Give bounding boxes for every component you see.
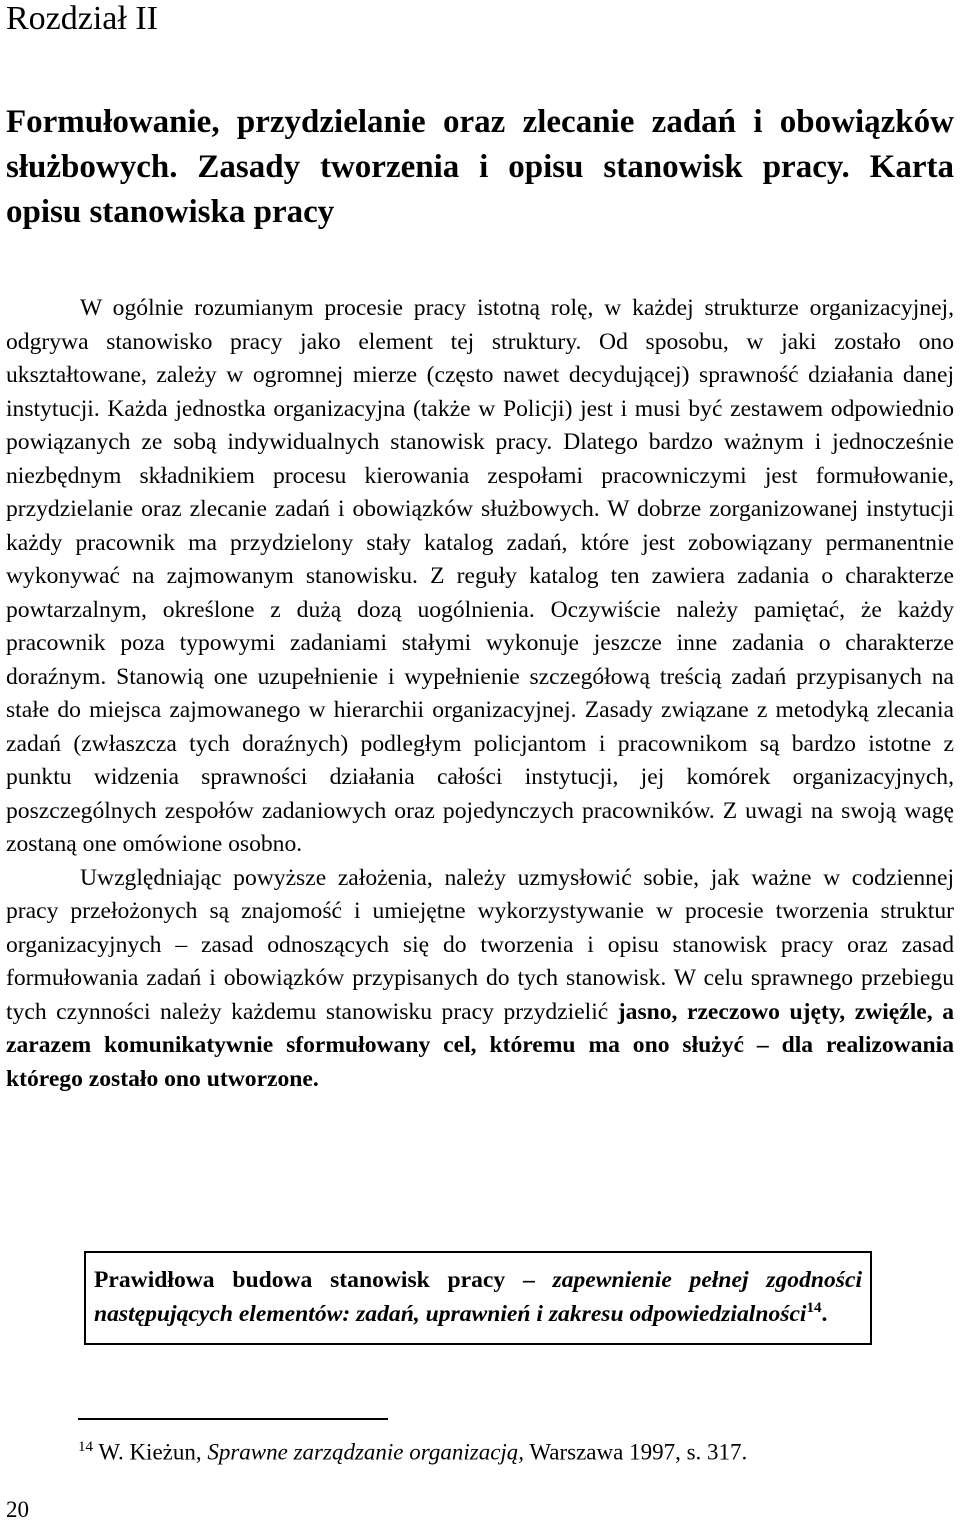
footnote-author: W. Kieżun, bbox=[98, 1439, 208, 1465]
footnote-divider bbox=[78, 1418, 388, 1420]
paragraph-2-bold-text: jasno, rzeczowo ujęty, zwięźle, a zarazem komunikatywnie sformułowany cel, któremu ma ono służyć – dla realizowania którego zostało ono utworzone. bbox=[6, 998, 955, 1092]
footnote-number: 14 bbox=[78, 1439, 93, 1455]
paragraph-1: W ogólnie rozumianym procesie pracy istotną rolę, w każdej strukturze organizacyjnej, odgrywa stanowisko pracy jako element tej struktury. Od sposobu, w jaki zostało ono ukształtowane, zależy w ogromnej mierze (często nawet decydującej) sprawność działania danej instytucji. Każda jednostka organizacyjna (także w Policji) jest i musi być zestawem odpowiednio powiązanych ze sobą indywidualnych stanowisk pracy. Dlatego bardzo ważnym i jednocześnie niezbędnym składnikiem procesu kierowania zespołami pracowniczymi jest formułowanie, przydzielanie oraz zlecanie zadań i obowiązków służbowych. W dobrze zorganizowanej instytucji każdy pracownik ma przydzielony stały katalog zadań, które jest zobowiązany permanentnie wykonywać na zajmowanym stanowisku. Z reguły katalog ten zawiera zadania o charakterze powtarzalnym, określone z dużą dozą uogólnienia. Oczywiście należy pamiętać, że każdy pracownik poza typowymi zadaniami stałymi wykonuje jeszcze inne zadania o charakterze doraźnym. Stanowią one uzupełnienie i wypełnienie szczegółową treścią zadań przypisanych na stałe do miejsca zajmowanego w hierarchii organizacyjnej. Zasady związane z metodyką zlecania zadań (zwłaszcza tych doraźnych) podległym policjantom i pracownikom są bardzo istotne z punktu widzenia sprawności działania całości instytucji, jej komórek organizacyjnych, poszczególnych zespołów zadaniowych oraz pojedynczych pracowników. Z uwagi na swoją wagę zostaną one omówione osobno. bbox=[6, 295, 954, 857]
chapter-heading: Rozdział II bbox=[6, 0, 158, 37]
page-number: 20 bbox=[6, 1497, 29, 1522]
paragraph-2-text: Uwzględniając powyższe założenia, należy uzmysłowić sobie, jak ważne w codziennej pracy przełożonych są znajomość i umiejętne wykorzystywanie w procesie tworzenia struktur organizacyjnych – zasad odnoszących się do tworzenia i opisu stanowisk pracy oraz zasad formułowania zadań i obowiązków przypisanych do tych stanowisk. W celu sprawnego przebiegu tych czynności należy każdemu stanowisku pracy przydzielić bbox=[6, 864, 954, 1025]
footnote bbox=[78, 1432, 747, 1468]
footnote-title: Sprawne zarządzanie organizacją, bbox=[207, 1439, 525, 1465]
paragraph-2 bbox=[6, 862, 954, 1097]
section-title: Formułowanie, przydzielanie oraz zlecanie zadań i obowiązków służbowych. Zasady tworzenia i opisu stanowisk pracy. Karta opisu stanowiska pracy bbox=[6, 104, 954, 230]
highlight-box bbox=[84, 1251, 872, 1345]
footnote-publication: Warszawa 1997, s. 317. bbox=[524, 1439, 748, 1465]
body-text bbox=[6, 292, 954, 1096]
box-italic-text: zapewnienie pełnej zgodności następujących elementów: zadań, uprawnień i zakresu odpowiedzialności bbox=[94, 1267, 862, 1327]
box-lead-text: Prawidłowa budowa stanowisk pracy – bbox=[94, 1267, 553, 1293]
box-end-punctuation: . bbox=[821, 1301, 828, 1327]
footnote-reference[interactable]: 14 bbox=[806, 1300, 822, 1317]
